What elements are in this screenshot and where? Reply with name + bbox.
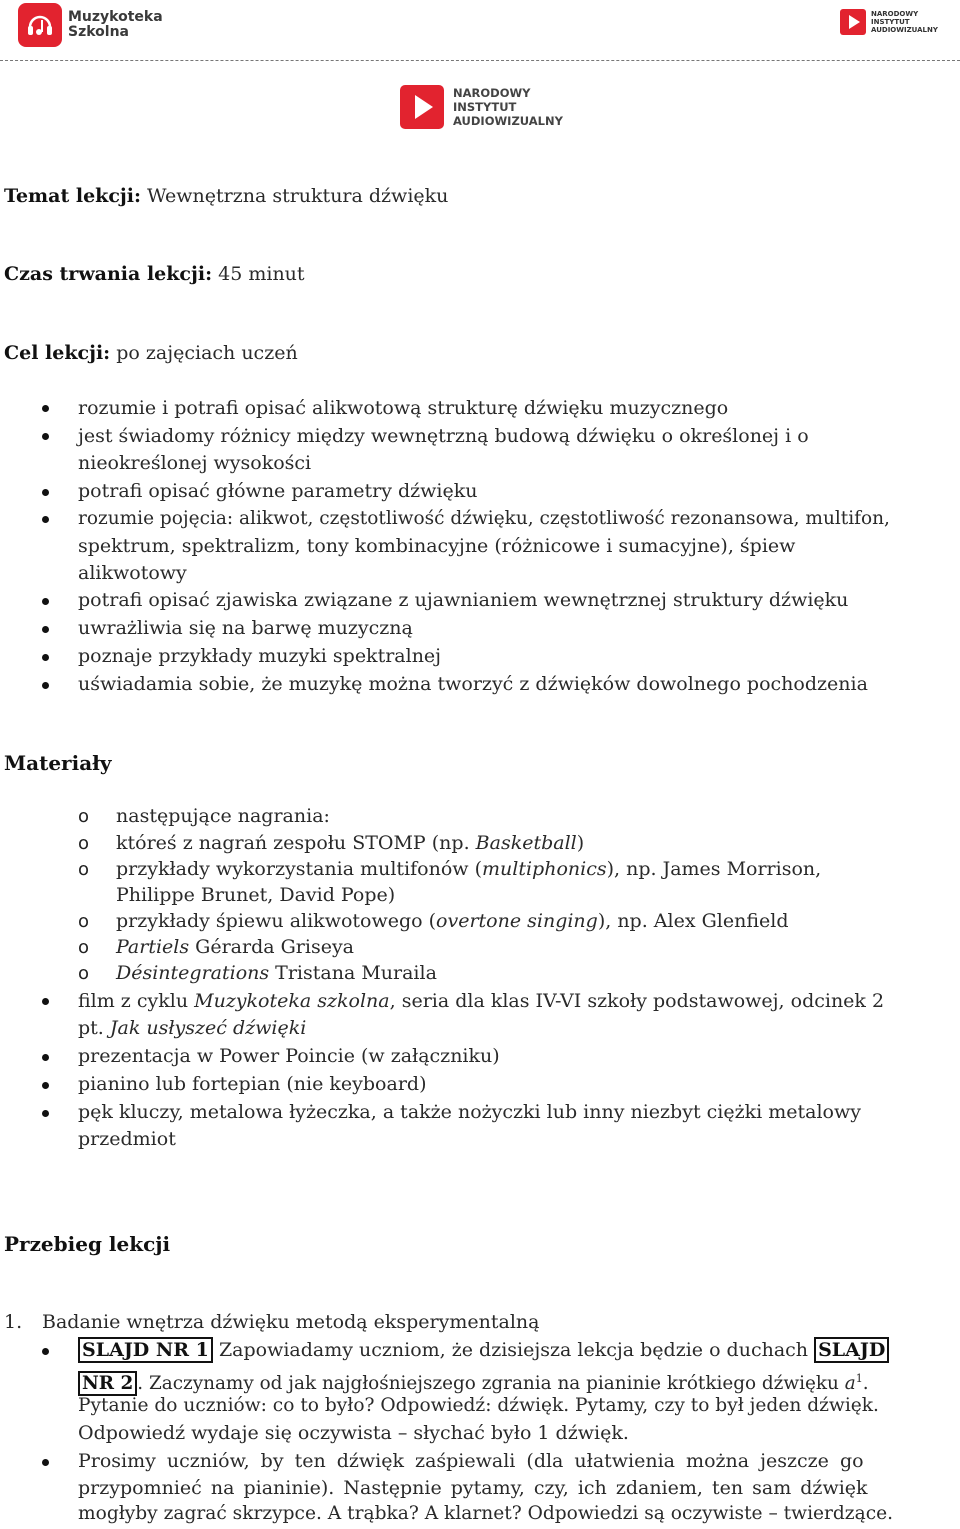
- note-name: a: [844, 1373, 856, 1395]
- stomp-item: [116, 829, 584, 857]
- paragraph2-line2: przypomnieć na pianinie). Następnie pytamy, czy, ich zdaniem, ten sam dźwięk: [78, 1477, 868, 1499]
- duration-value: 45 minut: [212, 263, 305, 285]
- bullet-icon: [42, 1110, 49, 1117]
- play-icon: [400, 85, 444, 129]
- nina-line-3: AUDIOWIZUALNY: [871, 26, 938, 34]
- duration-line: [4, 260, 305, 288]
- overtone-text: przykłady śpiewu alikwotowego (: [116, 910, 437, 932]
- materials-heading: Materiały: [4, 751, 112, 775]
- circle-bullet-icon: o: [78, 806, 90, 827]
- circle-bullet-icon: o: [78, 937, 90, 958]
- stomp-text-end: ): [576, 832, 585, 854]
- paragraph1-text: Zapowiadamy uczniom, że dzisiejsza lekcja będzie o duchach: [212, 1339, 815, 1361]
- recordings-intro: następujące nagrania:: [116, 805, 330, 827]
- goal-item: potrafi opisać główne parametry dźwięku: [78, 480, 478, 502]
- goal-item: poznaje przykłady muzyki spektralnej: [78, 645, 442, 667]
- paragraph2-line1: Prosimy uczniów, by ten dźwięk zaśpiewali (dla ułatwienia można jeszcze go: [78, 1450, 864, 1472]
- step-title: Badanie wnętrza dźwięku metodą eksperymentalną: [42, 1311, 540, 1333]
- film-item-cont: [78, 1014, 306, 1042]
- goal-item: potrafi opisać zjawiska związane z ujawnianiem wewnętrznej struktury dźwięku: [78, 589, 849, 611]
- paragraph1-text: . Zaczynamy od jak najgłośniejszego zgrania na pianinie krótkiego dźwięku: [137, 1373, 845, 1395]
- film-episode-prefix: pt.: [78, 1017, 110, 1039]
- play-icon: [840, 9, 866, 35]
- bullet-icon: [42, 998, 49, 1005]
- goal-line: [4, 339, 298, 367]
- partiels-item: [116, 933, 354, 961]
- partiels-title: Partiels: [116, 936, 190, 958]
- music-note-icon: [18, 3, 62, 47]
- desintegrations-text: Tristana Muraila: [269, 962, 437, 984]
- circle-bullet-icon: o: [78, 859, 90, 880]
- topic-value: Wewnętrzna struktura dźwięku: [141, 185, 449, 207]
- slide-2-label-part1: SLAJD: [814, 1337, 889, 1363]
- desintegrations-item: [116, 959, 437, 987]
- multiphonics-title: multiphonics: [482, 858, 607, 880]
- nina-line-3: AUDIOWIZUALNY: [453, 114, 563, 128]
- overtone-item: [116, 907, 789, 935]
- bullet-icon: [42, 682, 49, 689]
- nina-logo-small: [840, 9, 938, 35]
- logo-line-1: Muzykoteka: [68, 9, 163, 25]
- film-episode-title: Jak usłyszeć dźwięki: [109, 1017, 307, 1039]
- bullet-icon: [42, 654, 49, 661]
- duration-label: Czas trwania lekcji:: [4, 263, 213, 285]
- paragraph1-line4: Odpowiedź wydaje się oczywista – słychać było 1 dźwięk.: [78, 1422, 629, 1444]
- note-octave: 1: [855, 1372, 863, 1385]
- bullet-icon: [42, 405, 49, 412]
- multiphonics-cont: Philippe Brunet, David Pope): [116, 884, 396, 906]
- desintegrations-title: Désintegrations: [116, 962, 270, 984]
- goal-label: Cel lekcji:: [4, 342, 111, 364]
- overtone-title: overtone singing: [436, 910, 598, 932]
- material-item: prezentacja w Power Poincie (w załączniku): [78, 1045, 500, 1067]
- step-number: 1.: [4, 1311, 23, 1333]
- bullet-icon: [42, 516, 49, 523]
- bullet-icon: [42, 598, 49, 605]
- logo-line-2: Szkolna: [68, 24, 129, 40]
- partiels-text: Gérarda Griseya: [189, 936, 355, 958]
- multiphonics-text-end: ), np. James Morrison,: [606, 858, 822, 880]
- goal-value: po zajęciach uczeń: [110, 342, 298, 364]
- nina-line-1: NARODOWY: [871, 10, 919, 18]
- film-series-title: Muzykoteka szkolna: [194, 990, 390, 1012]
- topic-line: [4, 182, 448, 210]
- course-heading: Przebieg lekcji: [4, 1232, 171, 1256]
- material-item: pianino lub fortepian (nie keyboard): [78, 1073, 427, 1095]
- header-divider: [0, 60, 960, 61]
- nina-line-2: INSTYTUT: [871, 18, 910, 26]
- circle-bullet-icon: o: [78, 833, 90, 854]
- goal-item: jest świadomy różnicy między wewnętrzną budową dźwięku o określonej i o: [78, 425, 809, 447]
- goal-item: uświadamia sobie, że muzykę można tworzyć z dźwięków dowolnego pochodzenia: [78, 673, 868, 695]
- paragraph1-text: .: [862, 1373, 869, 1395]
- material-item: pęk kluczy, metalowa łyżeczka, a także nożyczki lub inny niezbyt ciężki metalowy: [78, 1101, 861, 1123]
- bullet-icon: [42, 626, 49, 633]
- nina-line-1: NARODOWY: [453, 86, 531, 100]
- film-item: [78, 987, 884, 1015]
- goal-item: uwrażliwia się na barwę muzyczną: [78, 617, 413, 639]
- slide-2-label-part2: NR 2: [78, 1371, 137, 1396]
- goal-item: rozumie pojęcia: alikwot, częstotliwość dźwięku, częstotliwość rezonansowa, multifon,: [78, 508, 890, 529]
- film-text-end: , seria dla klas IV-VI szkoły podstawowej, odcinek 2: [389, 990, 885, 1012]
- goal-item-cont: nieokreślonej wysokości: [78, 452, 312, 474]
- circle-bullet-icon: o: [78, 963, 90, 984]
- goal-item-cont: spektrum, spektralizm, tony kombinacyjne (różnicowe i sumacyjne), śpiew: [78, 535, 796, 557]
- circle-bullet-icon: o: [78, 911, 90, 932]
- muzykoteka-logo: [18, 3, 163, 47]
- stomp-text: któreś z nagrań zespołu STOMP (np.: [116, 832, 476, 854]
- slide-1-label: SLAJD NR 1: [78, 1337, 213, 1363]
- bullet-icon: [42, 1348, 49, 1355]
- overtone-text-end: ), np. Alex Glenfield: [597, 910, 789, 932]
- page-header: [0, 0, 960, 64]
- material-item-cont: przedmiot: [78, 1128, 176, 1150]
- stomp-title: Basketball: [475, 832, 577, 854]
- bullet-icon: [42, 433, 49, 440]
- goal-item: rozumie i potrafi opisać alikwotową strukturę dźwięku muzycznego: [78, 397, 729, 419]
- film-text: film z cyklu: [78, 990, 195, 1012]
- multiphonics-text: przykłady wykorzystania multifonów (: [116, 858, 483, 880]
- bullet-icon: [42, 1082, 49, 1089]
- paragraph1-line1: [78, 1336, 889, 1364]
- bullet-icon: [42, 1459, 49, 1466]
- nina-logo-large: [400, 85, 563, 129]
- bullet-icon: [42, 1054, 49, 1061]
- multiphonics-item: [116, 855, 821, 883]
- paragraph1-line3: Pytanie do uczniów: co to było? Odpowiedź: dźwięk. Pytamy, czy to był jeden dźwięk.: [78, 1395, 879, 1416]
- goal-item-cont: alikwotowy: [78, 562, 187, 584]
- bullet-icon: [42, 489, 49, 496]
- paragraph2-line3: mogłyby zagrać skrzypce. A trąbka? A klarnet? Odpowiedzi są oczywiste – twierdzące.: [78, 1503, 894, 1524]
- nina-line-2: INSTYTUT: [453, 100, 517, 114]
- topic-label: Temat lekcji:: [4, 185, 141, 207]
